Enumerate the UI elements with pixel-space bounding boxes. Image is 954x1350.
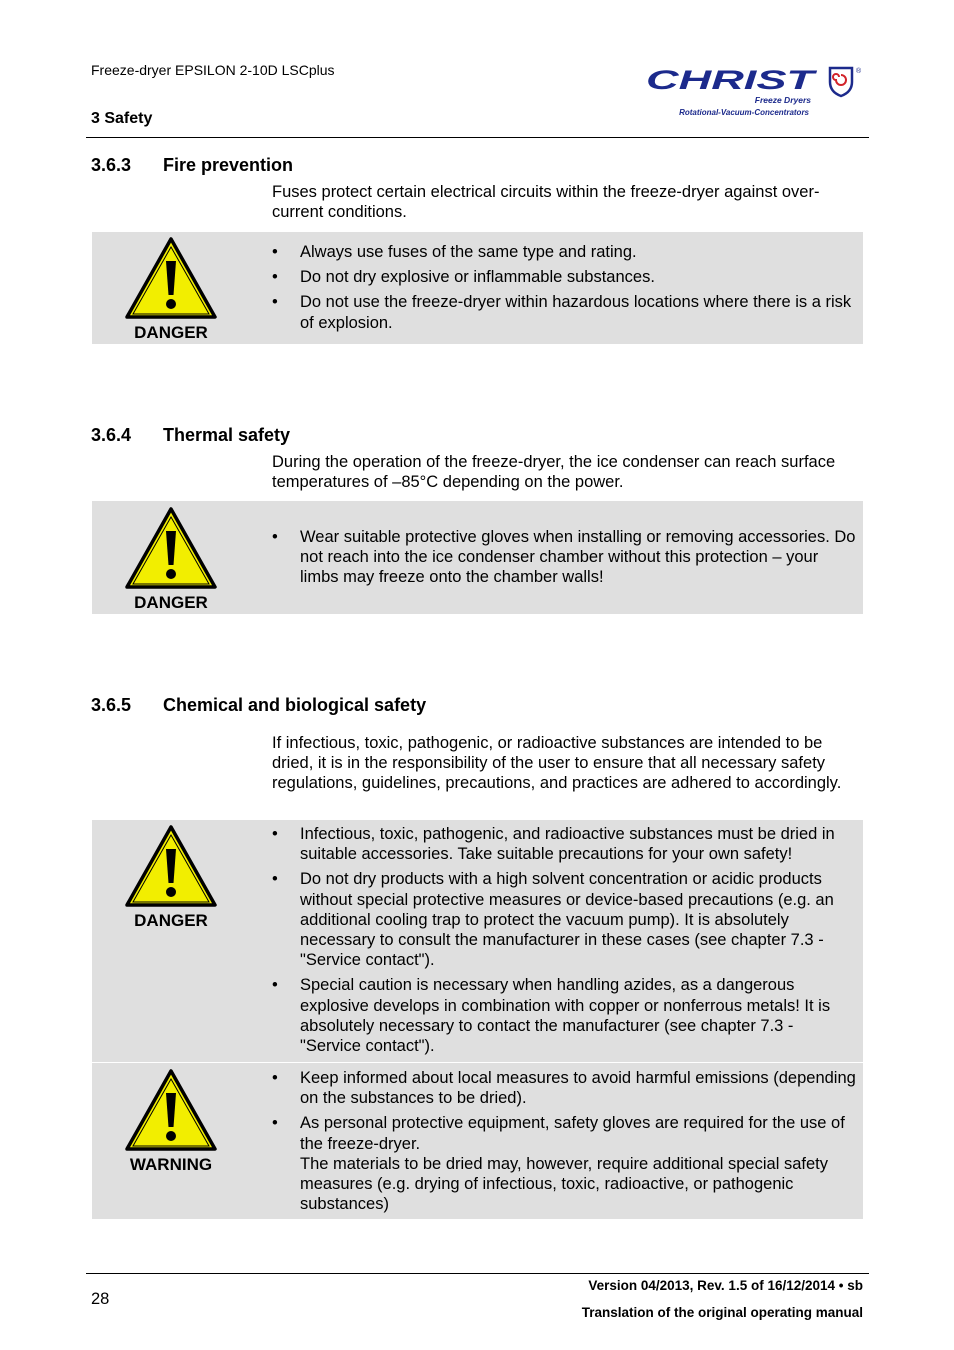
translation-note: Translation of the original operating manual [581,1305,863,1320]
danger-label: DANGER [134,323,208,342]
bullet: • [272,1114,278,1133]
logo-registered: ® [856,68,862,75]
logo-line-2: Rotational-Vacuum-Concentrators [679,108,809,117]
list-item: • Do not dry products with a high solvent concentration or acidic products without special protective measures or device-based precautions (e.g. an additional cooling trap to protect the vacuum pump). It is absolutely necessary to consult the manufacturer in these cases (see chapter 7.3 - "Service contact"). [272,870,834,970]
section-intro: Fuses protect certain electrical circuits within the freeze-dryer against over-current conditions. [272,183,820,222]
document-title: Freeze-dryer EPSILON 2-10D LSCplus [91,62,335,78]
section-number: 3.6.4 [91,425,132,445]
logo-line-1: Freeze Dryers [754,95,811,105]
list-item: • As personal protective equipment, safety gloves are required for the use of the freeze-dryer. The materials to be dried may, however, require additional special safety measures (e.g. drying of infectious, toxic, radioactive, or pathogenic substances) [272,1113,857,1214]
section-title: Fire prevention [163,155,294,175]
logo-shield-icon [830,68,852,96]
header-divider [86,137,869,138]
bullet: • [272,528,278,546]
notice-list [272,527,857,593]
bullet: • [272,268,278,287]
danger-notice-box [92,232,863,344]
list-item: • Infectious, toxic, pathogenic, and radioactive substances must be dried in suitable accessories. Take suitable precautions for your own safety! [272,825,835,864]
section-number: 3.6.5 [91,695,132,715]
section-title: Thermal safety [163,425,291,445]
list-item: • Special caution is necessary when handling azides, as a dangerous explosive develops in combination with copper or nonferrous metals! It is absolutely necessary to contact the manufacturer (see chapter 7.3 - "Service contact"). [272,976,831,1056]
list-item: • Wear suitable protective gloves when installing or removing accessories. Do not reach into the ice condenser chamber without this protection – your limbs may freeze onto the chamber walls! [272,528,856,587]
bullet: • [272,243,278,261]
section-intro: If infectious, toxic, pathogenic, or radioactive substances are intended to be dried, it is in the responsibility of the user to ensure that all necessary safety regulations, guidelines, precautions, and practices are adhered to accordingly. [272,734,842,793]
page-number: 28 [91,1290,110,1308]
warning-triangle-icon [125,237,217,319]
section-number: 3.6.3 [91,155,132,175]
danger-notice-box [92,501,863,614]
warning-triangle-icon [125,825,217,907]
list-item: • Always use fuses of the same type and rating. [272,243,637,261]
footer-divider [86,1273,869,1274]
notice-list [272,242,857,338]
bullet: • [272,976,278,995]
bullet: • [272,1069,278,1087]
warning-triangle-icon [125,507,217,589]
section-intro: During the operation of the freeze-dryer, the ice condenser can reach surface temperatures of –85°C depending on the power. [272,453,836,492]
warning-notice-box [92,1063,863,1219]
danger-label: DANGER [134,593,208,612]
section-heading [91,425,290,446]
list-item-continuation: The materials to be dried may, however, require additional special safety measures (e.g. drying of infectious, toxic, radioactive, or pathogenic substances) [300,1154,828,1214]
notice-list [272,824,857,1061]
list-item: • Do not use the freeze-dryer within hazardous locations where there is a risk of explosion. [272,293,852,332]
bullet: • [272,825,278,843]
section-heading [91,695,426,716]
danger-notice-box [92,820,863,1062]
bullet: • [272,870,278,889]
christ-logo [644,62,866,120]
logo-brand: CHRIST [646,65,819,95]
list-item: • Do not dry explosive or inflammable substances. [272,268,655,287]
danger-label: DANGER [134,911,208,930]
warning-triangle-icon [125,1069,217,1151]
chapter-heading: 3 Safety [91,110,153,127]
list-item: • Keep informed about local measures to avoid harmful emissions (depending on the substances to be dried). [272,1069,856,1108]
notice-list [272,1068,857,1219]
section-title: Chemical and biological safety [163,695,427,715]
version-info: Version 04/2013, Rev. 1.5 of 16/12/2014 • sb [588,1278,863,1293]
section-heading [91,155,293,176]
bullet: • [272,293,278,312]
warning-label: WARNING [129,1155,213,1174]
